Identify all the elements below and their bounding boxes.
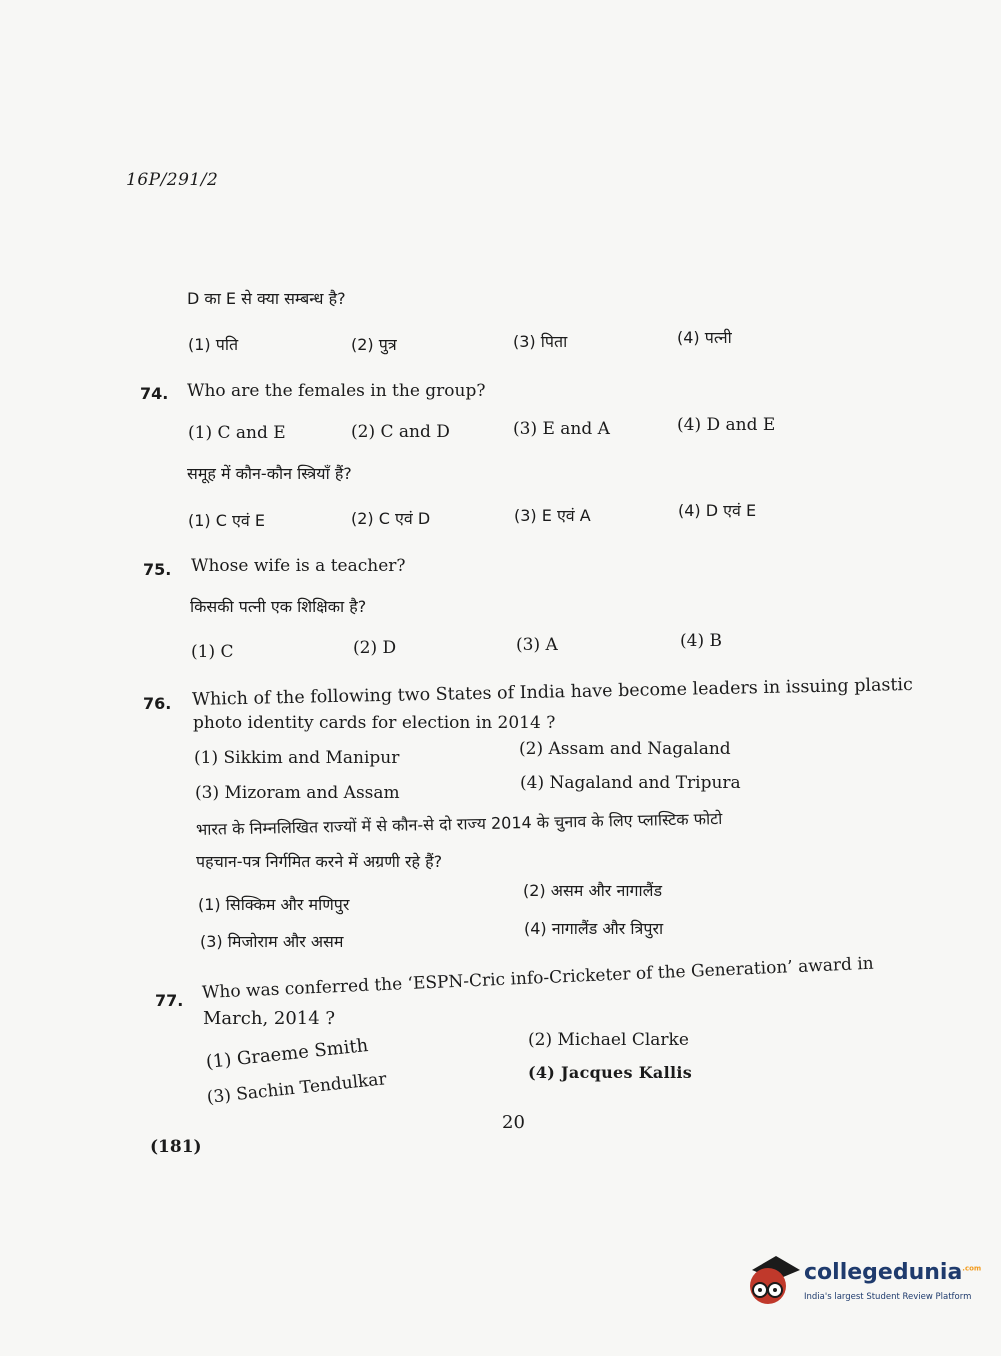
- q75-option-3: (3) A: [516, 635, 558, 655]
- q74-option-en-3: (3) E and A: [513, 419, 610, 439]
- mascot-icon: [742, 1252, 802, 1312]
- q75-option-2: (2) D: [353, 638, 397, 658]
- q74-option-hi-2: (2) C एवं D: [351, 509, 431, 528]
- q77-option-2: (2) Michael Clarke: [528, 1030, 689, 1050]
- q76-option-en-2: (2) Assam and Nagaland: [519, 739, 731, 759]
- page-number: 20: [502, 1112, 525, 1133]
- q74-question-hi: समूह में कौन-कौन स्त्रियाँ हैं?: [187, 464, 352, 483]
- q75-question-en: Whose wife is a teacher?: [191, 556, 406, 576]
- q76-question-en-line2: photo identity cards for election in 2014 ?: [193, 713, 556, 733]
- q74-option-en-4: (4) D and E: [677, 415, 776, 435]
- q73-option-3: (3) पिता: [513, 332, 568, 351]
- q76-question-hi-line1: भारत के निम्नलिखित राज्यों में से कौन-से दो राज्य 2014 के चुनाव के लिए प्लास्टिक फोटो: [195, 808, 723, 839]
- q74-number: 74.: [140, 384, 169, 403]
- q73-option-1: (1) पति: [188, 335, 239, 354]
- q75-question-hi: किसकी पत्नी एक शिक्षिका है?: [190, 597, 367, 616]
- q77-question-en-line2: March, 2014 ?: [203, 1008, 336, 1029]
- q76-option-en-4: (4) Nagaland and Tripura: [520, 773, 741, 793]
- brand-tagline: India's largest Student Review Platform: [804, 1292, 972, 1302]
- q77-option-3: (3) Sachin Tendulkar: [205, 1069, 388, 1108]
- q77-question-en-line1: Who was conferred the ‘ESPN-Cric info-Cricketer of the Generation’ award in: [201, 953, 875, 1003]
- q74-option-hi-1: (1) C एवं E: [188, 511, 265, 530]
- booklet-code: (181): [150, 1137, 202, 1157]
- brand-name: collegedunia$^{.com}$: [804, 1260, 982, 1285]
- q76-option-hi-3: (3) मिजोराम और असम: [200, 932, 344, 951]
- q74-option-hi-4: (4) D एवं E: [678, 501, 757, 520]
- q77-option-4: (4) Jacques Kallis: [528, 1063, 693, 1082]
- paper-code: 16P/291/2: [126, 170, 219, 190]
- q76-option-hi-2: (2) असम और नागालैंड: [523, 881, 663, 900]
- q75-number: 75.: [143, 560, 172, 579]
- q76-question-hi-line2: पहचान-पत्र निर्गमित करने में अग्रणी रहे हैं?: [196, 852, 443, 871]
- q76-option-hi-4: (4) नागालैंड और त्रिपुरा: [524, 919, 664, 938]
- q76-number: 76.: [143, 694, 172, 713]
- q75-option-1: (1) C: [191, 642, 234, 662]
- q74-option-en-2: (2) C and D: [351, 422, 450, 442]
- q76-question-en-line1: Which of the following two States of India have become leaders in issuing plastic: [191, 674, 914, 710]
- q76-option-en-3: (3) Mizoram and Assam: [195, 783, 400, 803]
- q74-option-hi-3: (3) E एवं A: [514, 506, 591, 525]
- q76-option-hi-1: (1) सिक्किम और मणिपुर: [198, 895, 350, 914]
- q76-option-en-1: (1) Sikkim and Manipur: [194, 748, 400, 768]
- q73-option-4: (4) पत्नी: [677, 328, 732, 347]
- collegedunia-watermark: [742, 1252, 982, 1316]
- q75-option-4: (4) B: [680, 631, 722, 651]
- q73-question-hi: D का E से क्या सम्बन्ध है?: [187, 289, 346, 308]
- q77-number: 77.: [155, 991, 184, 1010]
- q74-option-en-1: (1) C and E: [188, 423, 286, 443]
- q74-question-en: Who are the females in the group?: [187, 381, 486, 401]
- q73-option-2: (2) पुत्र: [351, 335, 397, 354]
- q77-option-1: (1) Graeme Smith: [204, 1035, 370, 1073]
